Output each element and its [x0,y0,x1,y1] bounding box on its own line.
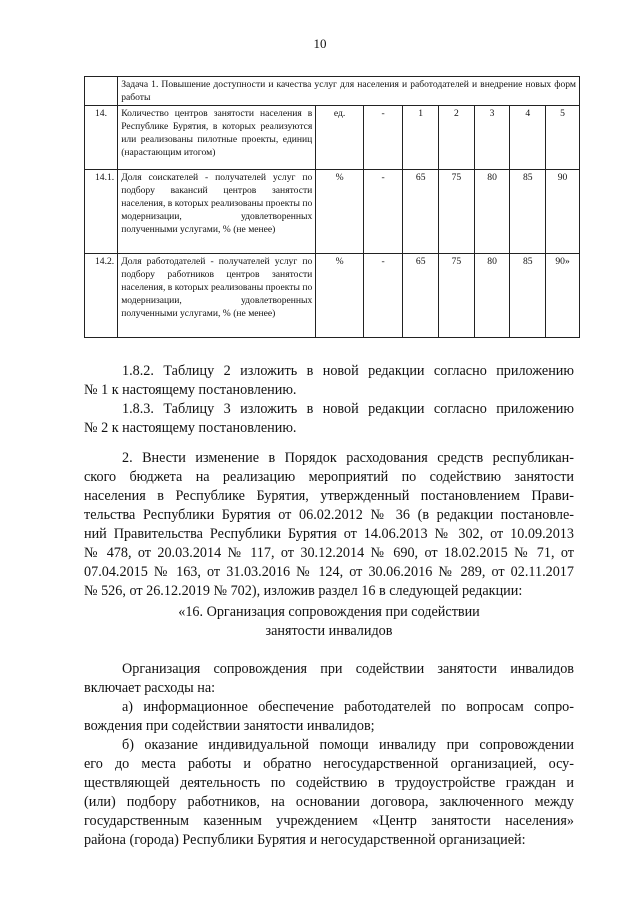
value-cell: 1 [403,106,439,170]
text-line: ний Правительства Республики Бурятия от 14.06.2013 № 302, от 10.09.2013 [84,526,574,542]
text-line: Организация сопровождения при содействии занятости инвалидов [122,661,574,677]
value-cell: 80 [474,170,510,254]
heading-line: «16. Организация сопровождения при содействии [178,604,480,620]
text-line: № 1 к настоящему постановлению. [84,382,297,398]
text-line: включает расходы на: [84,680,216,696]
text-line: населения в Республике Бурятия, утвержденный постановлением Прави- [84,488,574,504]
text-line: государственным казенным учреждением «Центр занятости населения» [84,813,574,829]
row-number: 14. [85,106,118,170]
heading-line: занятости инвалидов [265,623,393,639]
text-line: ского бюджета на реализацию мероприятий по содействию занятости [84,469,574,485]
text-line: б) оказание индивидуальной помощи инвалиду при сопровождении [122,737,574,753]
text-line: его до места работы и обратно негосударственной организацией, осу- [84,756,574,772]
indicator-name: Доля соискателей - получателей услуг по подбору вакансий центров занятости населения, в которых реализованы проекты по модернизации, удовлетворенных полученными услугами, % (не менее) [118,170,316,254]
text-line: № 478, от 20.03.2014 № 117, от 30.12.2014 № 690, от 18.02.2015 № 71, от [84,545,574,561]
text-line: тельства Республики Бурятия от 06.02.2012 № 36 (в редакции постановле- [84,507,574,523]
table-row [85,254,580,338]
text-line: 2. Внести изменение в Порядок расходования средств республикан- [122,450,574,466]
unit-cell: % [316,254,364,338]
value-cell: 90 [546,170,580,254]
value-cell: 65 [403,254,439,338]
unit-cell: ед. [316,106,364,170]
paragraph-1-8-3 [84,400,574,438]
row-number: 14.1. [85,170,118,254]
base-value-cell: - [363,106,403,170]
text-line: № 2 к настоящему постановлению. [84,420,297,436]
value-cell: 80 [474,254,510,338]
text-line: района (города) Республики Бурятия и негосударственной организацией: [84,832,526,848]
value-cell: 85 [510,254,546,338]
base-value-cell: - [363,170,403,254]
table-row [85,106,580,170]
text-line: (или) подбору работников, на основании договора, заключенного между [84,794,574,810]
value-cell: 5 [546,106,580,170]
task-row [85,77,580,106]
paragraph-2 [84,449,574,601]
paragraph-a [84,698,574,736]
indicators-table [84,76,580,338]
paragraph-b [84,736,574,850]
value-cell: 85 [510,170,546,254]
page-number: 10 [313,36,327,51]
row-number: 14.2. [85,254,118,338]
text-line: 1.8.2. Таблицу 2 изложить в новой редакции согласно приложению [122,363,574,379]
value-cell: 90» [546,254,580,338]
unit-cell: % [316,170,364,254]
text-line: вождения при содействии занятости инвалидов; [84,718,375,734]
section-heading [84,603,574,641]
value-cell: 4 [510,106,546,170]
base-value-cell: - [363,254,403,338]
table-row [85,170,580,254]
value-cell: 65 [403,170,439,254]
text-line: 1.8.3. Таблицу 3 изложить в новой редакции согласно приложению [122,401,574,417]
text-line: а) информационное обеспечение работодателей по вопросам сопро- [122,699,574,715]
task-header: Задача 1. Повышение доступности и качества услуг для населения и работодателей и внедрение новых форм работы [118,77,580,106]
value-cell: 75 [439,170,475,254]
indicator-name: Количество центров занятости населения в Республике Бурятия, в которых реализуются или реализованы пилотные проекты, единиц (нарастающим итогом) [118,106,316,170]
value-cell: 3 [474,106,510,170]
indicator-name: Доля работодателей - получателей услуг по подбору работников центров занятости населения, в которых реализованы проекты по модернизации, удовлетворенных полученными услугами, % (не менее) [118,254,316,338]
text-line: 07.04.2015 № 163, от 31.03.2016 № 124, от 30.06.2016 № 289, от 02.11.2017 [84,564,574,580]
value-cell: 75 [439,254,475,338]
value-cell: 2 [439,106,475,170]
task-empty-cell [85,77,118,106]
text-line: № 526, от 26.12.2019 № 702), изложив раздел 16 в следующей редакции: [84,583,523,599]
text-line: ществляющей деятельность по содействию в трудоустройстве граждан и [84,775,574,791]
paragraph-intro [84,660,574,698]
paragraph-1-8-2 [84,362,574,400]
